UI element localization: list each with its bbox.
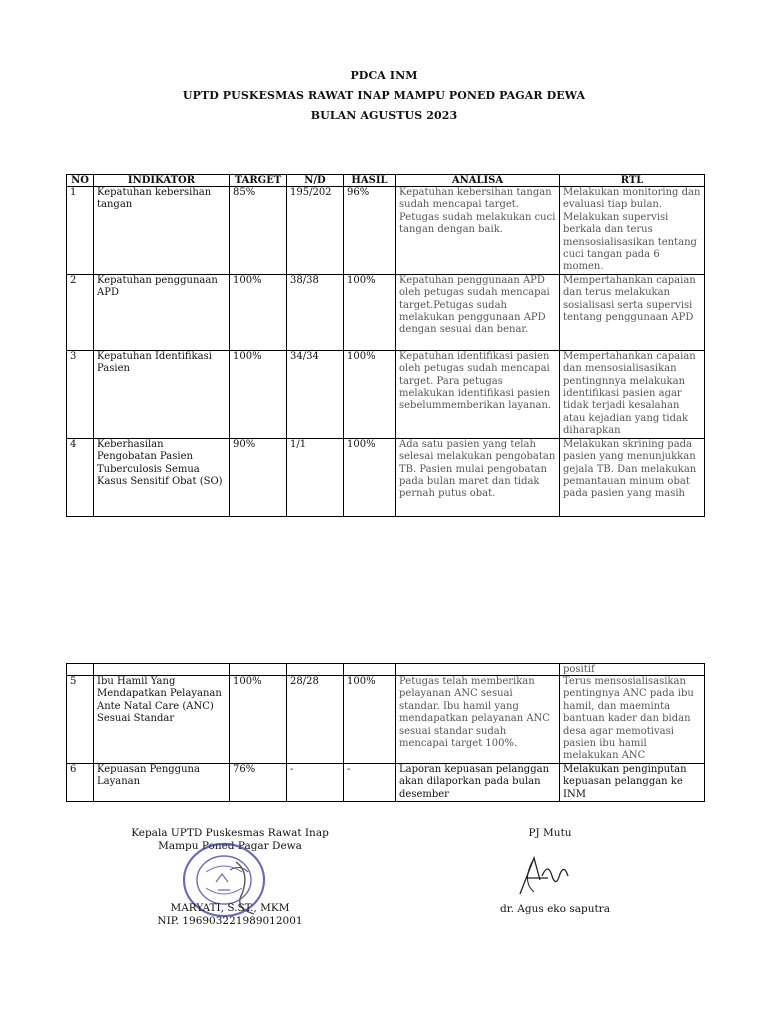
cell-analisa: Petugas telah memberikan pelayanan ANC sesuai standar. Ibu hamil yang mendapatkan pelayanan ANC sesuai standar sudah mencapai target 100%. — [396, 676, 560, 764]
cell-no: 2 — [67, 274, 94, 350]
col-header-indikator: INDIKATOR — [94, 175, 230, 187]
cell-target: 85% — [230, 187, 287, 275]
cell-no: 3 — [67, 350, 94, 438]
col-header-hasil: HASIL — [344, 175, 396, 187]
cell-no: 5 — [67, 676, 94, 764]
doc-subtitle-period: BULAN AGUSTUS 2023 — [310, 109, 458, 122]
cell-nd: 1/1 — [287, 438, 344, 516]
cell-no: 6 — [67, 763, 94, 801]
table-row — [67, 187, 705, 275]
doc-title: PDCA INM — [350, 69, 418, 82]
cell-target: 100% — [230, 676, 287, 764]
left-signatory-name: MARYATI, S.ST., MKM — [170, 902, 290, 914]
left-signatory-title: Kepala UPTD Puskesmas Rawat Inap Mampu Poned Pagar Dewa — [131, 827, 329, 852]
cell-indikator: Kepatuhan Identifikasi Pasien — [94, 350, 230, 438]
col-header-no: NO — [67, 175, 94, 187]
table-row — [67, 350, 705, 438]
cell-analisa: Ada satu pasien yang telah selesai melakukan pengobatan TB. Pasien mulai pengobatan pada bulan maret dan tidak pernah putus obat. — [396, 438, 560, 516]
cell-hasil: - — [344, 763, 396, 801]
cell-target: 90% — [230, 438, 287, 516]
cell-hasil: 100% — [344, 274, 396, 350]
cell-hasil: 100% — [344, 676, 396, 764]
cell-target: 76% — [230, 763, 287, 801]
cell-rtl: Melakukan monitoring dan evaluasi tiap bulan. Melakukan supervisi berkala dan terus mensosialisasikan tentang cuci tangan pada 6 momen. — [560, 187, 705, 275]
cell-rtl: Terus mensosialisasikan pentingnya ANC pada ibu hamil, dan maeminta bantuan kader dan bidan desa agar memotivasi pasien ibu hamil melakukan ANC — [560, 676, 705, 764]
table-header-row — [67, 175, 705, 187]
cell-nd: 28/28 — [287, 676, 344, 764]
cell-indikator: Ibu Hamil Yang Mendapatkan Pelayanan Ante Natal Care (ANC) Sesuai Standar — [94, 676, 230, 764]
cell-nd: 195/202 — [287, 187, 344, 275]
table-row-continuation — [67, 664, 705, 676]
right-signatory-title: PJ Mutu — [528, 827, 572, 839]
cell-analisa: Laporan kepuasan pelanggan akan dilaporkan pada bulan desember — [396, 763, 560, 801]
table-row — [67, 763, 705, 801]
handwritten-signature — [512, 850, 574, 896]
cell-indikator: Kepatuhan kebersihan tangan — [94, 187, 230, 275]
cell-rtl: Melakukan penginputan kepuasan pelanggan ke INM — [560, 763, 705, 801]
cell-hasil: 100% — [344, 350, 396, 438]
cell-rtl-continuation: positif — [560, 664, 705, 676]
cell-rtl: Mempertahankan capaian dan terus melakukan sosialisasi serta supervisi tentang penggunaan APD — [560, 274, 705, 350]
cell-rtl: Mempertahankan capaian dan mensosialisasikan pentingnnya melakukan identifikasi pasien agar tidak terjadi kesalahan atau kejadian yang tidak diharapkan — [560, 350, 705, 438]
cell-target: 100% — [230, 350, 287, 438]
col-header-target: TARGET — [230, 175, 287, 187]
cell-indikator: Kepuasan Pengguna Layanan — [94, 763, 230, 801]
table-row — [67, 676, 705, 764]
right-signatory-name: dr. Agus eko saputra — [500, 903, 610, 915]
inm-table-page1 — [66, 174, 705, 517]
cell-analisa: Kepatuhan identifikasi pasien oleh petugas sudah mencapai target. Para petugas melakukan identifikasi pasien sebelummemberikan layanan. — [396, 350, 560, 438]
cell-analisa: Kepatuhan kebersihan tangan sudah mencapai target. Petugas sudah melakukan cuci tangan dengan baik. — [396, 187, 560, 275]
cell-indikator: Keberhasilan Pengobatan Pasien Tuberculosis Semua Kasus Sensitif Obat (SO) — [94, 438, 230, 516]
cell-no: 1 — [67, 187, 94, 275]
cell-nd: - — [287, 763, 344, 801]
cell-hasil: 100% — [344, 438, 396, 516]
cell-hasil: 96% — [344, 187, 396, 275]
table-row — [67, 274, 705, 350]
left-signatory-nip: NIP. 196903221989012001 — [157, 915, 303, 927]
col-header-rtl: RTL — [560, 175, 705, 187]
cell-nd: 38/38 — [287, 274, 344, 350]
table-row — [67, 438, 705, 516]
cell-target: 100% — [230, 274, 287, 350]
cell-indikator: Kepatuhan penggunaan APD — [94, 274, 230, 350]
col-header-analisa: ANALISA — [396, 175, 560, 187]
cell-analisa: Kepatuhan penggunaan APD oleh petugas sudah mencapai target.Petugas sudah melakukan penggunaan APD dengan sesuai dan benar. — [396, 274, 560, 350]
col-header-nd: N/D — [287, 175, 344, 187]
cell-no: 4 — [67, 438, 94, 516]
inm-table-page2 — [66, 663, 705, 802]
cell-nd: 34/34 — [287, 350, 344, 438]
doc-subtitle-institution: UPTD PUSKESMAS RAWAT INAP MAMPU PONED PAGAR DEWA — [182, 89, 586, 102]
cell-rtl: Melakukan skrining pada pasien yang menunjukkan gejala TB. Dan melakukan pemantauan minum obat pada pasien yang masih — [560, 438, 705, 516]
